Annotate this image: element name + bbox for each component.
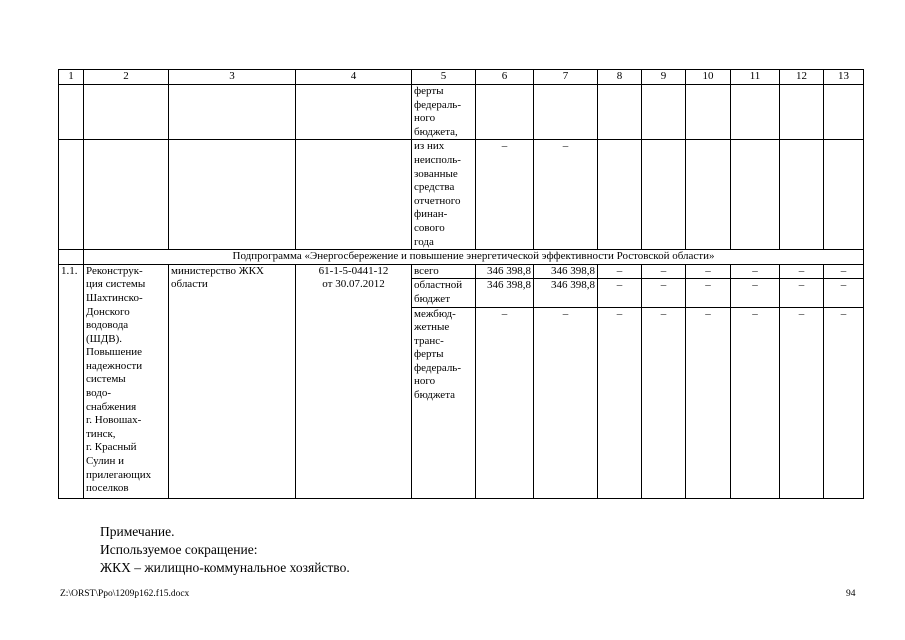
column-number: 2	[84, 70, 169, 85]
value-cell: –	[731, 279, 780, 307]
value-cell: –	[780, 307, 824, 498]
budget-table	[58, 69, 864, 499]
note-block	[100, 523, 350, 577]
column-number: 13	[824, 70, 864, 85]
value-cell: –	[686, 307, 731, 498]
item-document: 61-1-5-0441-12 от 30.07.2012	[296, 264, 412, 498]
column-number: 9	[642, 70, 686, 85]
column-number: 10	[686, 70, 731, 85]
table-row	[59, 140, 864, 250]
value-cell: –	[598, 264, 642, 279]
note-line: ЖКХ – жилищно-коммунальное хозяйство.	[100, 560, 350, 575]
value-cell: –	[534, 307, 598, 498]
column-number: 8	[598, 70, 642, 85]
item-name: Реконструк- ция системы Шахтинско- Донского водовода (ШДВ). Повышение надежности системы водо- снабжения г. Новошах- тинск, г. Красный Сулин и прилегающих поселков	[84, 264, 169, 498]
value-cell: –	[598, 307, 642, 498]
funding-source-cell: межбюд- жетные транс- ферты федераль- ного бюджета	[412, 307, 476, 498]
value-cell: –	[686, 264, 731, 279]
column-number: 5	[412, 70, 476, 85]
column-number: 7	[534, 70, 598, 85]
funding-source-cell: ферты федераль- ного бюджета,	[412, 85, 476, 140]
column-number: 3	[169, 70, 296, 85]
subprogram-title: Подпрограмма «Энергосбережение и повышение энергетической эффективности Ростовской области»	[84, 250, 864, 265]
subprogram-row	[59, 250, 864, 265]
note-line: Используемое сокращение:	[100, 542, 258, 557]
funding-source-cell: областной бюджет	[412, 279, 476, 307]
value-cell: –	[642, 307, 686, 498]
value-cell: 346 398,8	[476, 279, 534, 307]
value-cell: –	[731, 307, 780, 498]
value-cell: –	[476, 140, 534, 250]
value-cell: –	[780, 264, 824, 279]
table-row	[59, 85, 864, 140]
value-cell: –	[780, 279, 824, 307]
column-number-row	[59, 70, 864, 85]
value-cell: –	[598, 279, 642, 307]
value-cell: 346 398,8	[534, 264, 598, 279]
value-cell: 346 398,8	[534, 279, 598, 307]
value-cell: –	[534, 140, 598, 250]
file-path: Z:\ORST\Ppo\1209p162.f15.docx	[60, 589, 190, 599]
item-number: 1.1.	[59, 264, 84, 498]
column-number: 6	[476, 70, 534, 85]
value-cell: –	[731, 264, 780, 279]
page-number: 94	[846, 589, 856, 599]
value-cell: –	[824, 279, 864, 307]
value-cell: –	[824, 264, 864, 279]
column-number: 11	[731, 70, 780, 85]
column-number: 4	[296, 70, 412, 85]
table-row	[59, 264, 864, 279]
value-cell: 346 398,8	[476, 264, 534, 279]
value-cell: –	[642, 279, 686, 307]
value-cell: –	[642, 264, 686, 279]
note-title: Примечание.	[100, 524, 175, 539]
funding-source-cell: всего	[412, 264, 476, 279]
column-number: 12	[780, 70, 824, 85]
item-executor: министерство ЖКХ области	[169, 264, 296, 498]
value-cell: –	[686, 279, 731, 307]
funding-source-cell: из них неисполь- зованные средства отчетного финан- сового года	[412, 140, 476, 250]
value-cell: –	[476, 307, 534, 498]
value-cell: –	[824, 307, 864, 498]
column-number: 1	[59, 70, 84, 85]
